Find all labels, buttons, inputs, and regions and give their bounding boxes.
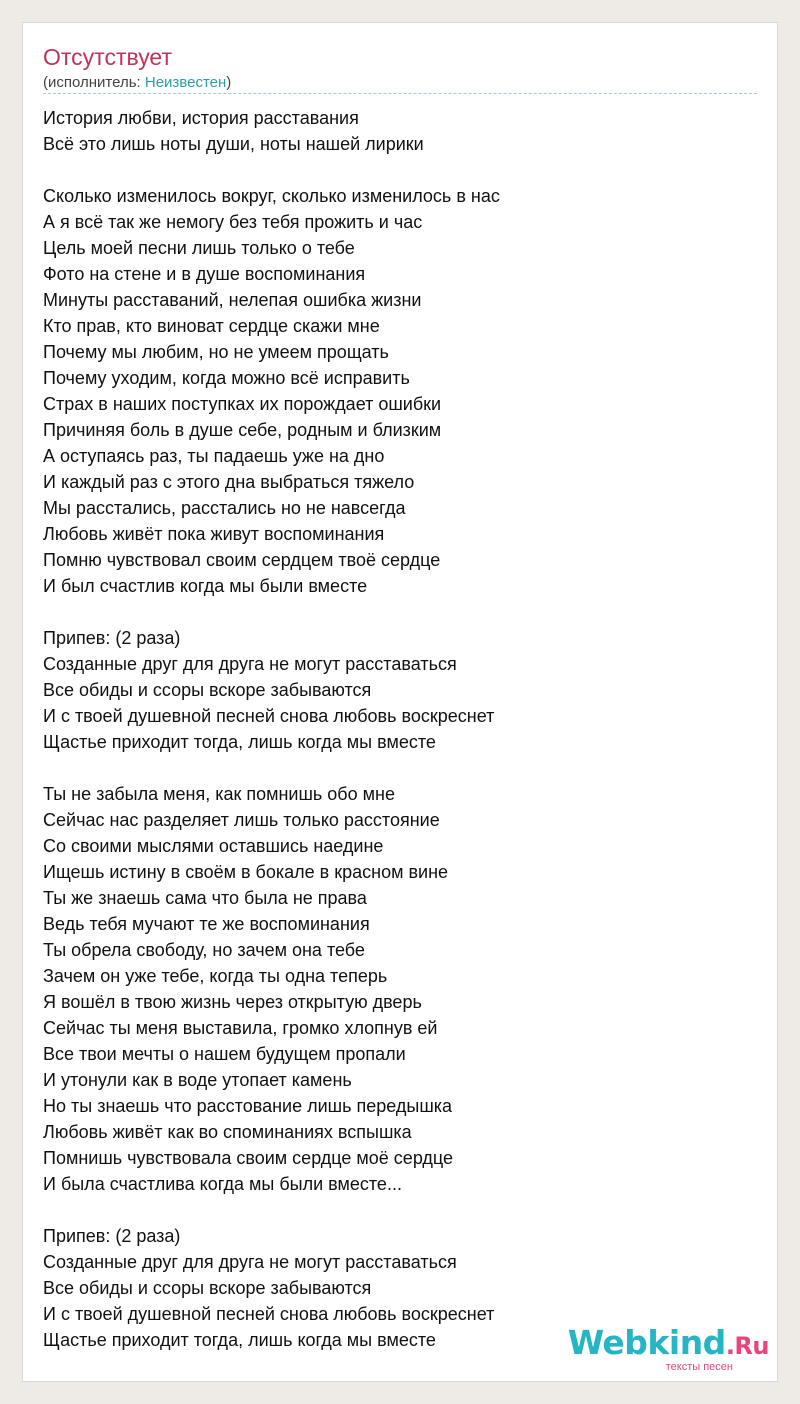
lyrics-line: Любовь живёт как во споминаниях вспышка bbox=[43, 1122, 412, 1142]
logo-main-text: Webkind bbox=[567, 1323, 726, 1362]
divider bbox=[43, 93, 757, 94]
lyrics-line: Ищешь истину в своём в бокале в красном вине bbox=[43, 862, 449, 882]
lyrics-line: Я вошёл в твою жизнь через открытую дверь bbox=[43, 992, 422, 1012]
song-card bbox=[22, 22, 778, 1382]
lyrics-stanza bbox=[43, 625, 753, 755]
lyrics-line: И утонули как в воде утопает камень bbox=[43, 1070, 352, 1090]
lyrics-line: Созданные друг для друга не могут расставаться bbox=[43, 1252, 457, 1272]
lyrics-text bbox=[43, 105, 753, 1379]
site-logo[interactable] bbox=[568, 1325, 769, 1373]
song-title: Отсутствует bbox=[43, 44, 172, 70]
lyrics-line: Любовь живёт пока живут воспоминания bbox=[43, 524, 385, 544]
lyrics-line: Припев: (2 раза) bbox=[43, 628, 181, 648]
lyrics-line: И была счастлива когда мы были вместе... bbox=[43, 1174, 402, 1194]
lyrics-line: Страх в наших поступках их порождает ошибки bbox=[43, 394, 442, 414]
artist-line bbox=[43, 74, 231, 92]
lyrics-line: Помню чувствовал своим сердцем твоё сердце bbox=[43, 550, 441, 570]
artist-link[interactable]: Неизвестен bbox=[144, 74, 227, 91]
lyrics-line: И был счастлив когда мы были вместе bbox=[43, 576, 368, 596]
lyrics-line: Почему уходим, когда можно всё исправить bbox=[43, 368, 410, 388]
artist-prefix: (исполнитель: bbox=[43, 74, 145, 91]
lyrics-line: А я всё так же немогу без тебя прожить и час bbox=[43, 212, 423, 232]
lyrics-line: Помнишь чувствовала своим сердце моё сердце bbox=[43, 1148, 454, 1168]
lyrics-line: И с твоей душевной песней снова любовь воскреснет bbox=[43, 1304, 495, 1324]
lyrics-line: Щастье приходит тогда, лишь когда мы вместе bbox=[43, 1330, 436, 1350]
logo-tld: .Ru bbox=[725, 1332, 769, 1360]
artist-suffix: ) bbox=[226, 74, 232, 91]
lyrics-stanza bbox=[43, 105, 753, 157]
lyrics-line: Все обиды и ссоры вскоре забываются bbox=[43, 680, 372, 700]
lyrics-stanza bbox=[43, 781, 753, 1197]
lyrics-line: Сейчас нас разделяет лишь только расстояние bbox=[43, 810, 440, 830]
lyrics-line: И с твоей душевной песней снова любовь воскреснет bbox=[43, 706, 495, 726]
lyrics-line: Щастье приходит тогда, лишь когда мы вместе bbox=[43, 732, 436, 752]
lyrics-line: Почему мы любим, но не умеем прощать bbox=[43, 342, 389, 362]
lyrics-line: Со своими мыслями оставшись наедине bbox=[43, 836, 384, 856]
lyrics-line: Минуты расставаний, нелепая ошибка жизни bbox=[43, 290, 422, 310]
lyrics-line: Ведь тебя мучают те же воспоминания bbox=[43, 914, 370, 934]
lyrics-line: Фото на стене и в душе воспоминания bbox=[43, 264, 366, 284]
lyrics-line: История любви, история расставания bbox=[43, 108, 359, 128]
lyrics-line: Мы расстались, расстались но не навсегда bbox=[43, 498, 406, 518]
lyrics-line: Зачем он уже тебе, когда ты одна теперь bbox=[43, 966, 388, 986]
lyrics-line: Ты не забыла меня, как помнишь обо мне bbox=[43, 784, 395, 804]
lyrics-line: Но ты знаешь что расстование лишь передышка bbox=[43, 1096, 453, 1116]
lyrics-line: Созданные друг для друга не могут расставаться bbox=[43, 654, 457, 674]
lyrics-line: Все твои мечты о нашем будущем пропали bbox=[43, 1044, 406, 1064]
lyrics-line: Ты обрела свободу, но зачем она тебе bbox=[43, 940, 365, 960]
lyrics-line: Сейчас ты меня выставила, громко хлопнув ей bbox=[43, 1018, 438, 1038]
lyrics-line: А оступаясь раз, ты падаешь уже на дно bbox=[43, 446, 385, 466]
lyrics-stanza bbox=[43, 183, 753, 599]
lyrics-line: Причиняя боль в душе себе, родным и близким bbox=[43, 420, 442, 440]
lyrics-line: Цель моей песни лишь только о тебе bbox=[43, 238, 355, 258]
logo-wordmark bbox=[568, 1325, 769, 1364]
lyrics-line: Сколько изменилось вокруг, сколько изменилось в нас bbox=[43, 186, 500, 206]
lyrics-line: Ты же знаешь сама что была не права bbox=[43, 888, 367, 908]
lyrics-line: Припев: (2 раза) bbox=[43, 1226, 181, 1246]
logo-tagline: тексты песен bbox=[665, 1361, 733, 1373]
lyrics-line: Кто прав, кто виноват сердце скажи мне bbox=[43, 316, 380, 336]
lyrics-line: И каждый раз с этого дна выбраться тяжело bbox=[43, 472, 415, 492]
lyrics-line: Всё это лишь ноты души, ноты нашей лирики bbox=[43, 134, 424, 154]
lyrics-line: Все обиды и ссоры вскоре забываются bbox=[43, 1278, 372, 1298]
